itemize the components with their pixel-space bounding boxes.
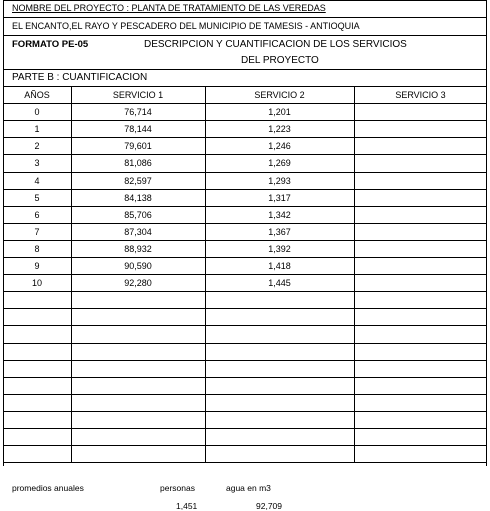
table-cell: 1,317	[268, 193, 291, 203]
table-cell: 92,280	[124, 278, 152, 288]
table-cell: 4	[34, 176, 40, 186]
table-cell: 1,201	[268, 107, 291, 117]
border-header-3	[3, 69, 487, 70]
table-cell	[354, 104, 487, 121]
table-cell: 9	[34, 261, 40, 271]
table-cell: 79,601	[124, 141, 152, 151]
table-cell: 5	[34, 193, 40, 203]
table-cell	[354, 207, 487, 224]
part-label: PARTE B : CUANTIFICACION	[12, 72, 148, 83]
table-cell: 1,392	[268, 244, 291, 254]
footer-col2-value: 92,709	[256, 501, 282, 511]
table-cell: 1,246	[268, 141, 291, 151]
table-cell: 8	[34, 244, 40, 254]
table-cell: 78,144	[124, 124, 152, 134]
table-cell: 90,590	[124, 261, 152, 271]
table-cell: 2	[34, 141, 40, 151]
table-cell: 10	[31, 278, 42, 288]
row-line	[3, 428, 487, 429]
table-cell	[354, 173, 487, 190]
table-cell: 1,342	[268, 210, 291, 220]
footer-col1-value: 1,451	[176, 501, 198, 511]
format-code: FORMATO PE-05	[12, 39, 89, 50]
table-cell	[354, 224, 487, 241]
row-line	[3, 445, 487, 446]
border-top	[3, 0, 487, 1]
row-line	[3, 360, 487, 361]
row-line	[3, 394, 487, 395]
table-cell	[354, 258, 487, 275]
description-line-1: DESCRIPCION Y CUANTIFICACION DE LOS SERVICIOS	[144, 39, 407, 50]
table-cell: 1,223	[268, 124, 291, 134]
table-cell: 1,367	[268, 227, 291, 237]
table-cell	[354, 155, 487, 172]
border-header-2	[3, 35, 487, 36]
table-cell: 1,418	[268, 261, 291, 271]
table-cell: 3	[34, 158, 40, 168]
project-name: NOMBRE DEL PROYECTO : PLANTA DE TRATAMIENTO DE LAS VEREDAS	[12, 3, 326, 13]
table-cell: 87,304	[124, 227, 152, 237]
table-cell	[354, 138, 487, 155]
footer-col1-header: personas	[160, 483, 195, 493]
row-line	[3, 462, 487, 463]
table-cell	[354, 190, 487, 207]
table-cell: 0	[34, 107, 40, 117]
description-line-2: DEL PROYECTO	[241, 55, 319, 66]
table-cell	[354, 121, 487, 138]
row-line	[3, 308, 487, 309]
table-cell: 81,086	[124, 158, 152, 168]
table-cell: 88,932	[124, 244, 152, 254]
row-line	[3, 411, 487, 412]
row-line	[3, 343, 487, 344]
table-cell: 6	[34, 210, 40, 220]
footer-label: promedios anuales	[12, 483, 84, 493]
table-cell: 1,293	[268, 176, 291, 186]
table-cell: 1	[34, 124, 40, 134]
table-cell: 76,714	[124, 107, 152, 117]
table-cell: 1,269	[268, 158, 291, 168]
table-cell	[354, 241, 487, 258]
table-cell: 82,597	[124, 176, 152, 186]
border-header-1	[3, 17, 487, 18]
project-location: EL ENCANTO,EL RAYO Y PESCADERO DEL MUNICIPIO DE TAMESIS - ANTIOQUIA	[12, 21, 360, 31]
table-cell: 7	[34, 227, 40, 237]
footer-col2-header: agua en m3	[226, 483, 271, 493]
row-line	[3, 325, 487, 326]
column-header-4: SERVICIO 3	[395, 90, 446, 100]
column-header-1: AÑOS	[24, 90, 50, 100]
column-header-2: SERVICIO 1	[112, 90, 164, 100]
table-cell	[354, 275, 487, 292]
row-line	[3, 377, 487, 378]
table-cell: 85,706	[124, 210, 152, 220]
column-header-3: SERVICIO 2	[254, 90, 305, 100]
table-cell: 1,445	[268, 278, 291, 288]
table-cell: 84,138	[124, 193, 152, 203]
